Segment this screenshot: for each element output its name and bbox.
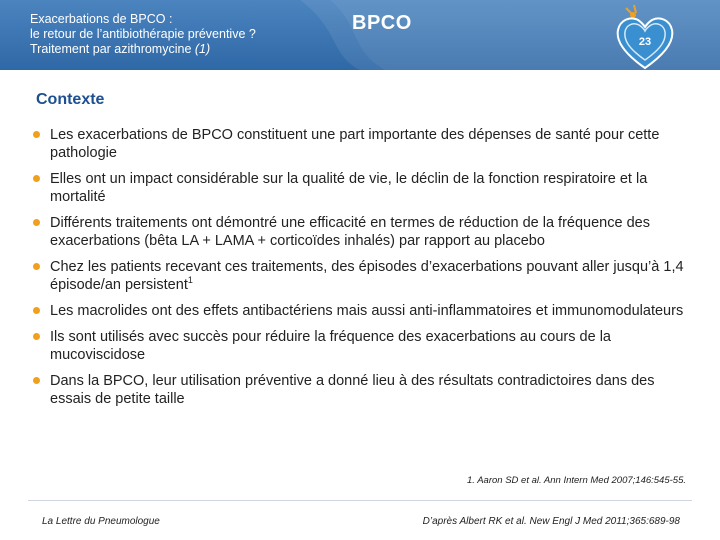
page-number: 23 xyxy=(638,36,652,48)
list-item xyxy=(30,302,690,320)
bullet-dot-icon xyxy=(33,263,40,270)
footer-divider xyxy=(28,500,692,501)
list-item xyxy=(30,258,690,294)
bullet-text: Les macrolides ont des effets antibactériens mais aussi anti-inflammatoires et immunomodulateurs xyxy=(50,303,684,319)
section-label: BPCO xyxy=(352,12,412,34)
bullet-dot-icon xyxy=(33,175,40,182)
title-line-1: Exacerbations de BPCO : xyxy=(30,12,173,26)
title-line-2: le retour de l’antibiothérapie préventive ? xyxy=(30,27,256,41)
bullet-text: Dans la BPCO, leur utilisation préventive a donné lieu à des résultats contradictoires dans des essais de petite taille xyxy=(50,373,655,407)
title-reference: (1) xyxy=(194,42,211,56)
bullet-superscript: 1 xyxy=(187,275,193,286)
bullet-text: Les exacerbations de BPCO constituent une part importante des dépenses de santé pour cette pathologie xyxy=(50,127,660,161)
bullet-text: Différents traitements ont démontré une efficacité en termes de réduction de la fréquence des exacerbations (bêta LA + LAMA + corticoïdes inhalés) par rapport au placebo xyxy=(50,215,650,249)
bullet-text: Ils sont utilisés avec succès pour réduire la fréquence des exacerbations au cours de la mucoviscidose xyxy=(50,329,611,363)
bullet-list xyxy=(30,126,690,416)
page-number-badge xyxy=(612,2,678,74)
bullet-dot-icon xyxy=(33,131,40,138)
bullet-text: Chez les patients recevant ces traitements, des épisodes d’exacerbations pouvant aller jusqu’à 1,4 épisode/an persistent xyxy=(50,259,684,293)
section-heading: Contexte xyxy=(36,91,105,108)
list-item xyxy=(30,372,690,408)
slide-title xyxy=(30,12,320,57)
bullet-text: Elles ont un impact considérable sur la qualité de vie, le déclin de la fonction respiratoire et la mortalité xyxy=(50,171,648,205)
footer-source: D’après Albert RK et al. New Engl J Med 2011;365:689-98 xyxy=(422,516,680,527)
bullet-dot-icon xyxy=(33,333,40,340)
bullet-dot-icon xyxy=(33,219,40,226)
list-item xyxy=(30,126,690,162)
list-item xyxy=(30,170,690,206)
footer-journal: La Lettre du Pneumologue xyxy=(42,516,160,527)
bullet-dot-icon xyxy=(33,377,40,384)
title-line-3-text: Traitement par azithromycine xyxy=(30,42,192,56)
footnote: 1. Aaron SD et al. Ann Intern Med 2007;146:545-55. xyxy=(467,475,686,486)
bullet-dot-icon xyxy=(33,307,40,314)
list-item xyxy=(30,214,690,250)
title-line-3 xyxy=(30,42,320,57)
list-item xyxy=(30,328,690,364)
